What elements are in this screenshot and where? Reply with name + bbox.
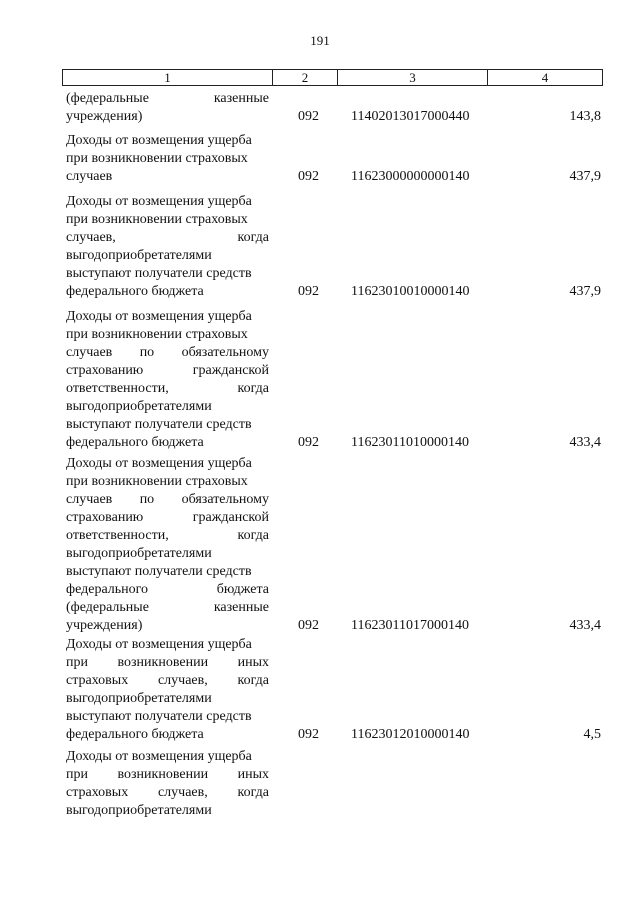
row-name-line	[66, 380, 269, 398]
row-name-line	[66, 108, 269, 126]
column-header-1: 1	[63, 70, 273, 85]
row-name-line	[66, 766, 269, 784]
row-kbk-code: 11623011017000140	[351, 618, 469, 633]
row-name-line	[66, 748, 269, 766]
row-name-word: по	[139, 492, 155, 507]
row-name	[66, 636, 269, 744]
row-name-word: Доходы от возмещения ущерба	[66, 133, 252, 148]
row-name-line	[66, 527, 269, 545]
row-name-word: при возникновении страховых	[66, 474, 248, 489]
row-name	[66, 193, 269, 301]
row-name	[66, 748, 269, 820]
row-name-word: страхованию	[66, 363, 144, 378]
row-name-line	[66, 247, 269, 265]
row-name-word: страховых	[66, 673, 129, 688]
row-name-line	[66, 434, 269, 452]
row-name-word: учреждения)	[66, 109, 143, 124]
row-name-word: выступают получатели средств	[66, 709, 252, 724]
row-name-line	[66, 150, 269, 168]
row-name-line	[66, 708, 269, 726]
table-header	[62, 69, 603, 86]
row-kbk-code: 11623011010000140	[351, 435, 469, 450]
row-name-line	[66, 473, 269, 491]
row-name-word: гражданской	[192, 510, 269, 525]
row-name-line	[66, 229, 269, 247]
row-amount: 143,8	[569, 109, 601, 124]
row-name	[66, 455, 269, 635]
row-name-line	[66, 545, 269, 563]
row-name-line	[66, 211, 269, 229]
row-name-word: Доходы от возмещения ущерба	[66, 749, 252, 764]
row-name-line	[66, 455, 269, 473]
row-name-line	[66, 636, 269, 654]
row-name-line	[66, 362, 269, 380]
row-name-line	[66, 193, 269, 211]
row-name-word: гражданской	[192, 363, 269, 378]
row-name-word: выступают получатели средств	[66, 266, 252, 281]
row-name-word: выгодоприобретателями	[66, 248, 212, 263]
row-name-word: случаев	[66, 169, 113, 184]
row-amount: 433,4	[569, 618, 601, 633]
row-name-word: при	[66, 767, 88, 782]
row-name-line	[66, 654, 269, 672]
row-code: 092	[298, 284, 319, 299]
row-name-word: бюджета	[216, 582, 269, 597]
row-name-word: Доходы от возмещения ущерба	[66, 309, 252, 324]
row-name-word: возникновении	[117, 767, 209, 782]
row-name-line	[66, 617, 269, 635]
row-name	[66, 132, 269, 186]
row-name-line	[66, 581, 269, 599]
row-name-word: случаев,	[157, 673, 208, 688]
row-name-line	[66, 491, 269, 509]
row-name-word: по	[139, 345, 155, 360]
row-name-line	[66, 132, 269, 150]
row-name-word: федерального бюджета	[66, 435, 204, 450]
row-name-word: выступают получатели средств	[66, 417, 252, 432]
row-name-line	[66, 599, 269, 617]
row-name-word: учреждения)	[66, 618, 143, 633]
row-name-line	[66, 563, 269, 581]
row-name-word: при возникновении страховых	[66, 151, 248, 166]
row-name	[66, 308, 269, 452]
row-name-line	[66, 416, 269, 434]
row-name-word: при возникновении страховых	[66, 327, 248, 342]
row-name-line	[66, 784, 269, 802]
row-name-line	[66, 726, 269, 744]
page-number: 191	[310, 33, 330, 48]
row-kbk-code: 11623012010000140	[351, 727, 470, 742]
row-name-word: казенные	[213, 91, 269, 106]
row-name-word: федерального бюджета	[66, 727, 204, 742]
row-amount: 437,9	[569, 169, 601, 184]
row-name-word: когда	[237, 673, 269, 688]
row-kbk-code: 11623000000000140	[351, 169, 470, 184]
row-name-word: выгодоприобретателями	[66, 691, 212, 706]
column-header-4: 4	[541, 70, 549, 85]
row-name-word: Доходы от возмещения ущерба	[66, 637, 252, 652]
row-name-word: (федеральные	[66, 91, 149, 106]
row-amount: 437,9	[569, 284, 601, 299]
row-name-word: страхованию	[66, 510, 144, 525]
row-name-line	[66, 308, 269, 326]
row-name-word: случаев	[66, 345, 113, 360]
row-name-word: (федеральные	[66, 600, 149, 615]
row-name-word: возникновении	[117, 655, 209, 670]
row-name-line	[66, 398, 269, 416]
row-name-word: при	[66, 655, 88, 670]
row-code: 092	[298, 169, 319, 184]
row-name-line	[66, 283, 269, 301]
row-name-word: ответственности,	[66, 528, 169, 543]
row-name-word: случаев,	[66, 230, 116, 245]
row-kbk-code: 11623010010000140	[351, 284, 470, 299]
row-kbk-code: 11402013017000440	[351, 109, 470, 124]
row-name-word: Доходы от возмещения ущерба	[66, 194, 252, 209]
row-amount: 4,5	[583, 727, 601, 742]
row-name-line	[66, 344, 269, 362]
row-name-word: выступают получатели средств	[66, 564, 252, 579]
row-name-word: когда	[237, 381, 269, 396]
row-code: 092	[298, 435, 319, 450]
row-name-word: случаев,	[157, 785, 208, 800]
row-name-word: иных	[237, 655, 269, 670]
row-name-word: казенные	[213, 600, 269, 615]
row-name-word: иных	[237, 767, 269, 782]
row-name-word: когда	[237, 230, 269, 245]
row-name-word: федерального бюджета	[66, 284, 204, 299]
row-name-word: выгодоприобретателями	[66, 803, 212, 818]
row-code: 092	[298, 109, 319, 124]
row-name-line	[66, 509, 269, 527]
row-name-line	[66, 265, 269, 283]
row-name-line	[66, 326, 269, 344]
row-code: 092	[298, 727, 319, 742]
row-code: 092	[298, 618, 319, 633]
row-name-word: выгодоприобретателями	[66, 546, 212, 561]
row-name-word: выгодоприобретателями	[66, 399, 212, 414]
row-name-line	[66, 672, 269, 690]
row-name-line	[66, 690, 269, 708]
row-name	[66, 90, 269, 126]
row-name-word: ответственности,	[66, 381, 169, 396]
row-name-word: случаев	[66, 492, 113, 507]
row-name-word: при возникновении страховых	[66, 212, 248, 227]
column-header-3: 3	[338, 70, 488, 85]
row-name-word: обязательному	[181, 492, 269, 507]
row-name-line	[66, 90, 269, 108]
row-amount: 433,4	[569, 435, 601, 450]
row-name-word: федерального	[66, 582, 149, 597]
row-name-word: Доходы от возмещения ущерба	[66, 456, 252, 471]
row-name-word: страховых	[66, 785, 129, 800]
column-header-2: 2	[273, 70, 338, 85]
row-name-line	[66, 168, 269, 186]
row-name-word: когда	[237, 528, 269, 543]
row-name-line	[66, 802, 269, 820]
row-name-word: когда	[237, 785, 269, 800]
row-name-word: обязательному	[181, 345, 269, 360]
